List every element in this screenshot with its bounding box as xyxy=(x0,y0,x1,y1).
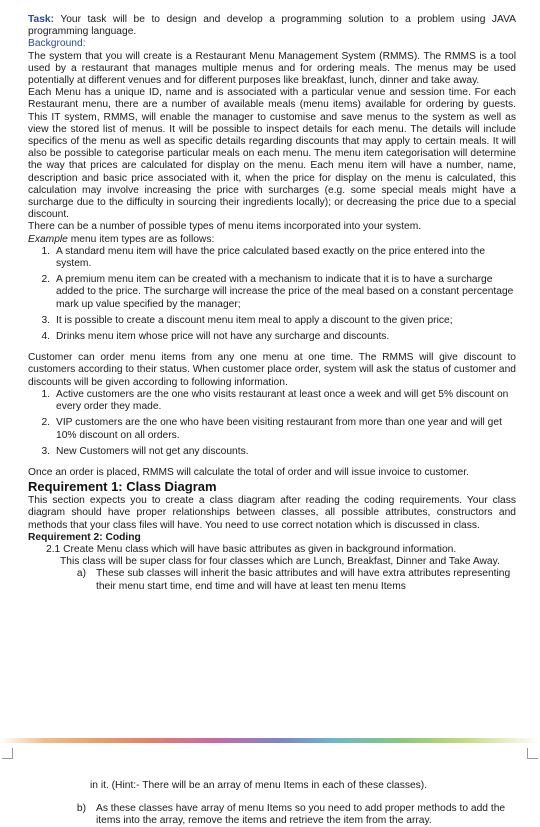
customer-paragraph-1: Customer can order menu items from any one menu at one time. The RMMS will give discount to customers according to their status. When customer place order, system will ask the status of customer and discounts will be given according to following information. xyxy=(28,352,516,388)
requirement-2-line-2: This class will be super class for four classes which are Lunch, Breakfast, Dinner and Take Away. xyxy=(60,556,500,568)
list-number: 1. xyxy=(41,388,50,400)
customer-status-list xyxy=(28,389,516,458)
list-text: VIP customers are the one who have been visiting restaurant from more than one year and will get 10% discount on all orders. xyxy=(56,417,502,441)
list-item xyxy=(28,389,516,413)
list-number: 2. xyxy=(41,417,50,429)
customer-paragraph-2: Once an order is placed, RMMS will calculate the total of order and will issue invoice to customer. xyxy=(28,466,469,478)
list-text: A premium menu item can be created with a mechanism to indicate that it is to have a surcharge added to the price. The surcharge will increase the price of the meal based on a constant percentage mark up value specified by the manager; xyxy=(56,274,514,310)
list-item xyxy=(28,446,516,458)
sub-item-text: These sub classes will inherit the basic attributes and will have extra attributes representing their menu start time, end time and will have at least ten menu Items xyxy=(96,568,511,592)
requirement-1-heading: Requirement 1: Class Diagram xyxy=(28,479,217,495)
list-item xyxy=(28,274,516,311)
list-item xyxy=(28,331,516,343)
list-item xyxy=(28,417,516,441)
sub-item-label: a) xyxy=(76,568,86,580)
list-number: 1. xyxy=(41,245,50,257)
example-rest: menu item types are as follows: xyxy=(67,233,215,245)
requirement-1-text: This section expects you to create a class diagram after reading the coding requirements. Your class diagram should have proper relationships between classes, all possible attributes, constructors and methods that your class files will have. You need to use correct notation which is discussed in class. xyxy=(28,495,516,531)
background-paragraph-3: There can be a number of possible types of menu items incorporated into your system. xyxy=(28,221,422,233)
sub-item-a-continued: in it. (Hint:- There will be an array of menu Items in each of these classes). xyxy=(90,780,428,792)
sub-item-b xyxy=(28,803,516,827)
document-body xyxy=(28,14,516,593)
task-label: Task: xyxy=(28,14,55,25)
example-intro xyxy=(28,234,516,246)
list-text: A standard menu item will have the price calculated based exactly on the price entered into the system. xyxy=(56,245,486,270)
corner-mark-right xyxy=(527,748,538,759)
sub-item-text: As these classes have array of menu Items so you need to add proper methods to add the items into the array, remove the items and retrieve the item from the array. xyxy=(96,802,506,826)
corner-mark-left xyxy=(2,748,13,759)
list-item xyxy=(28,246,516,270)
list-text: Active customers are the one who visits restaurant at least once a week and will get 5% discount on every order they made. xyxy=(56,388,509,413)
example-emphasis: Example xyxy=(28,233,68,245)
task-paragraph xyxy=(28,14,516,38)
requirement-2-line-1: 2.1 Create Menu class which will have basic attributes as given in background information. xyxy=(46,543,457,555)
requirement-2-heading: Requirement 2: Coding xyxy=(28,531,141,543)
list-number: 2. xyxy=(41,274,50,286)
list-text: New Customers will not get any discounts. xyxy=(56,445,249,457)
task-text: Your task will be to design and develop a programming solution to a problem using JAVA programming language. xyxy=(28,14,516,38)
background-paragraph-1: The system that you will create is a Restaurant Menu Management System (RMMS). The RMMS is a tool used by a restaurant that manages multiple menus and for ordering meals. The menus may be used potentially at different venues and for different purposes like breakfast, lunch, dinner and take away. xyxy=(28,50,516,87)
page-divider xyxy=(0,738,540,743)
sub-item-a xyxy=(28,568,516,592)
list-text: Drinks menu item whose price will not have any surcharge and discounts. xyxy=(56,331,390,343)
list-item xyxy=(28,315,516,327)
background-label: Background: xyxy=(28,38,86,50)
menu-item-types-list xyxy=(28,246,516,343)
background-paragraph-2: Each Menu has a unique ID, name and is associated with a particular venue and session time. For each Restaurant menu, there are a number of available meals (menu items) available for ordering by guests. This IT system, RMMS, will enable the manager to customise and save menus to the system as well as view the stored list of menus. It will be possible to inspect details for each menu. The details will include specifics of the menu as well as specific details regarding discounts that may apply to certain meals. It will also be possible to categorise particular meals on each menu. The menu item categorisation will determine the way that prices are calculated for display on the menu. Each menu item will have a number, name, description and basic price associated with it, when the price for display on the menu is calculated, this calculation may involve increasing the price with surcharges (e.g. some special meals might have a surcharge due to the difficulty in sourcing their ingredients locally); or decreasing the price due to a special discount. xyxy=(28,87,516,221)
continued-text xyxy=(28,770,516,827)
list-number: 4. xyxy=(41,331,50,343)
list-number: 3. xyxy=(41,445,50,457)
list-number: 3. xyxy=(41,314,50,326)
sub-item-label: b) xyxy=(76,802,86,814)
list-text: It is possible to create a discount menu item meal to apply a discount to the given price; xyxy=(56,314,453,326)
